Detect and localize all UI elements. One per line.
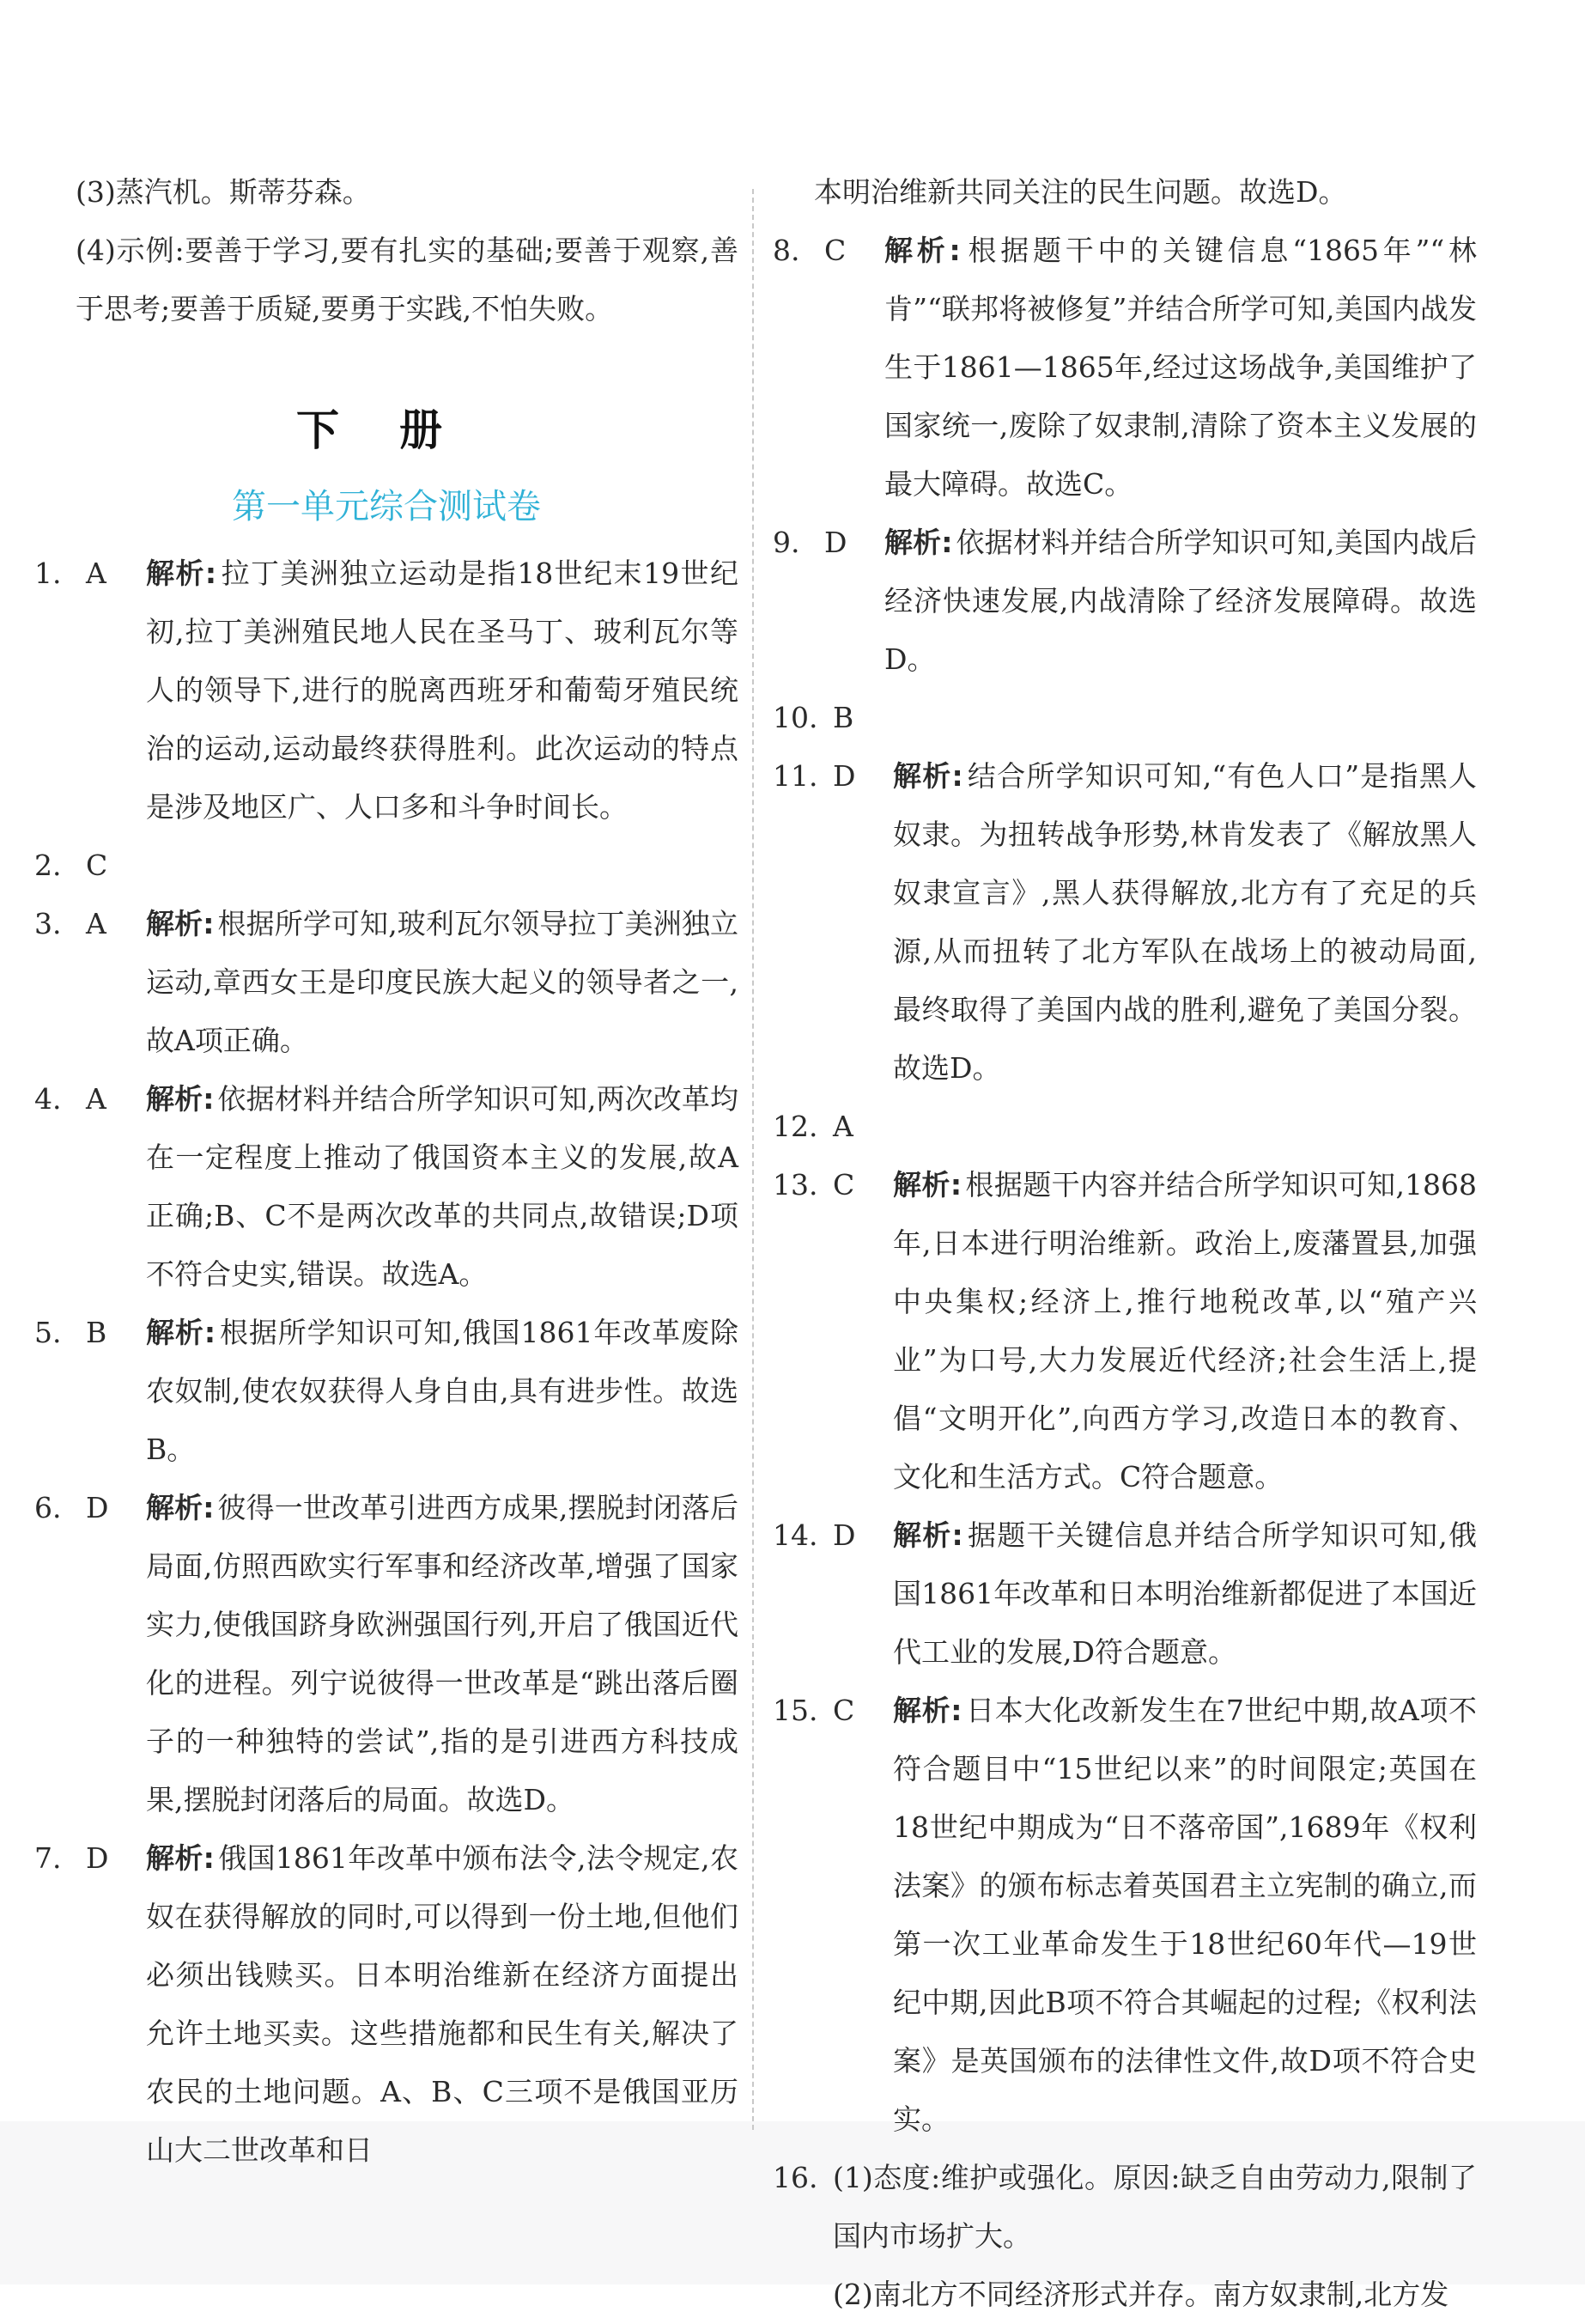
volume-title: 下册 [296,405,502,455]
answer-number: 15. [773,1694,818,1727]
intro-item: (4)示例:要善于学习,要有扎实的基础;要善于观察,善于思考;要善于质疑,要勇于实践,不怕失败。 [76,234,738,325]
answer-item-4 [34,1070,738,1304]
answer-item-15 [773,1682,1477,2149]
analysis-label: 解析: [893,1518,963,1552]
answer-text: 根据题干内容并结合所学知识可知,1868年,日本进行明治维新。政治上,废藩置县,加强中央集权;经济上,推行地税改革,以“殖产兴业”为口号,大力发展近代经济;社会生活上,提倡“文明开化”,向西方学习,改造日本的教育、文化和生活方式。C符合题意。 [893,1168,1477,1494]
answer-explanation [884,222,1477,514]
analysis-label: 解析: [884,526,953,559]
answer-number: 6. [34,1491,62,1524]
answer-text: 根据所学知识可知,俄国1861年改革废除农奴制,使农奴获得人身自由,具有进步性。故选B。 [146,1316,738,1466]
answer-number: 7. [34,1841,62,1875]
answer-number: 12. [773,1110,818,1143]
answer-number: 2. [34,849,62,882]
answer-explanation [146,1479,738,1829]
answer-choice: A [86,907,106,940]
analysis-label: 解析: [893,1694,963,1727]
answer-number: 16. [773,2161,818,2194]
answer-explanation [893,747,1477,1098]
answer-explanation [146,1829,738,2180]
answer-choice: A [833,1110,853,1143]
answer-choice: A [86,1082,106,1116]
analysis-label: 解析: [884,234,961,267]
answer-item-12 [773,1098,1477,1156]
answer-item-13 [773,1156,1477,1506]
answer-number: 11. [773,759,818,793]
answer-choice: D [833,759,856,793]
answer-text: 结合所学知识可知,“有色人口”是指黑人奴隶。为扭转战争形势,林肯发表了《解放黑人奴隶宣言》,黑人获得解放,北方有了充足的兵源,从而扭转了北方军队在战场上的被动局面,最终取得了美国内战的胜利,避免了美国分裂。故选D。 [893,759,1477,1085]
answer-item-14 [773,1506,1477,1682]
answer-number: 1. [34,557,62,590]
sub-label: (1) [833,2161,873,2194]
answer-text: 依据材料并结合所学知识可知,美国内战后经济快速发展,内战清除了经济发展障碍。故选D。 [884,526,1477,676]
answer-item-16 [773,2149,1477,2266]
right-column [773,163,1477,2324]
answer-number: 8. [773,234,800,267]
answer-text: 日本大化改新发生在7世纪中期,故A项不符合题目中“15世纪以来”的时间限定;英国在18世纪中期成为“日不落帝国”,1689年《权利法案》的颁布标志着英国君主立宪制的确立,而第一次工业革命发生于18世纪60年代—19世纪中期,因此B项不符合其崛起的过程;《权利法案》是英国颁布的法律性文件,故D项不符合史实。 [893,1694,1477,2136]
answer-explanation [893,1682,1477,2149]
answer-text: 彼得一世改革引进西方成果,摆脱封闭落后局面,仿照西欧实行军事和经济改革,增强了国家实力,使俄国跻身欧洲强国行列,开启了俄国近代化的进程。列宁说彼得一世改革是“跳出落后圈子的一种独特的尝试”,指的是引进西方科技成果,摆脱封闭落后的局面。故选D。 [146,1491,738,1816]
answer-item-6 [34,1479,738,1829]
intro-item: (3)蒸汽机。斯蒂芬森。 [76,175,371,209]
analysis-label: 解析: [893,1168,963,1202]
answer-number: 10. [773,701,818,734]
answer-item-8 [773,222,1477,514]
answer-text: 根据题干中的关键信息“1865年”“林肯”“联邦将被修复”并结合所学可知,美国内战发生于1861—1865年,经过这场战争,美国维护了国家统一,废除了奴隶制,清除了资本主义发展的最大障碍。故选C。 [884,234,1477,501]
answer-item-3 [34,895,738,1070]
answer-item-2 [34,837,738,895]
answer-text: 据题干关键信息并结合所学知识可知,俄国1861年改革和日本明治维新都促进了本国近代工业的发展,D符合题意。 [893,1518,1477,1669]
answer-number: 14. [773,1518,818,1552]
answer-item-10 [773,689,1477,747]
answer-explanation [146,895,738,1070]
answer-explanation [146,1070,738,1304]
answer-text: 态度:维护或强化。原因:缺乏自由劳动力,限制了国内市场扩大。 [833,2161,1477,2253]
answer-explanation [833,2149,1477,2266]
answer-choice: A [86,557,106,590]
answer-choice: B [833,701,854,734]
analysis-label: 解析: [146,1316,216,1349]
section-title: 第一单元综合测试卷 [232,487,541,526]
answer-choice: D [86,1841,109,1875]
answer-choice: D [824,526,847,559]
answer-number: 4. [34,1082,62,1116]
answer-text: 依据材料并结合所学知识可知,两次改革均在一定程度上推动了俄国资本主义的发展,故A正确;B、C不是两次改革的共同点,故错误;D项不符合史实,错误。故选A。 [146,1082,738,1291]
analysis-label: 解析: [146,1491,215,1524]
answer-item-7 [34,1829,738,2180]
answer-choice: C [86,849,108,882]
analysis-label: 解析: [893,759,963,793]
answer-choice: C [833,1168,855,1202]
answer-number: 9. [773,526,800,559]
answer-choice: C [824,234,847,267]
column-divider [752,189,754,2130]
answer-explanation [893,1156,1477,1506]
answer-choice: D [86,1491,109,1524]
answer-choice: B [86,1316,107,1349]
answer-item-1 [34,544,738,837]
continuation-text: 本明治维新共同关注的民生问题。故选D。 [814,175,1347,209]
analysis-label: 解析: [146,907,215,940]
answer-explanation [884,514,1477,689]
answer-explanation [146,544,738,837]
answer-number: 13. [773,1168,818,1202]
answer-explanation [893,1506,1477,1682]
answer-number: 5. [34,1316,62,1349]
answer-text: 根据所学可知,玻利瓦尔领导拉丁美洲独立运动,章西女王是印度民族大起义的领导者之一,故A项正确。 [146,907,738,1057]
sub-item: (2)南北方不同经济形式并存。南方奴隶制,北方发 [833,2278,1449,2311]
analysis-label: 解析: [146,1841,215,1875]
analysis-label: 解析: [146,557,217,590]
answer-item-9 [773,514,1477,689]
answer-number: 3. [34,907,62,940]
left-column [34,163,738,2180]
answer-item-5 [34,1304,738,1479]
answer-explanation [146,1304,738,1479]
answer-choice: D [833,1518,856,1552]
answer-choice: C [833,1694,855,1727]
analysis-label: 解析: [146,1082,215,1116]
answer-text: 俄国1861年改革中颁布法令,法令规定,农奴在获得解放的同时,可以得到一份土地,但他们必须出钱赎买。日本明治维新在经济方面提出允许土地买卖。这些措施都和民生有关,解决了农民的土地问题。A、B、C三项不是俄国亚历山大二世改革和日 [146,1841,738,2167]
answer-text: 拉丁美洲独立运动是指18世纪末19世纪初,拉丁美洲殖民地人民在圣马丁、玻利瓦尔等人的领导下,进行的脱离西班牙和葡萄牙殖民统治的运动,运动最终获得胜利。此次运动的特点是涉及地区广、人口多和斗争时间长。 [146,557,738,824]
answer-item-11 [773,747,1477,1098]
